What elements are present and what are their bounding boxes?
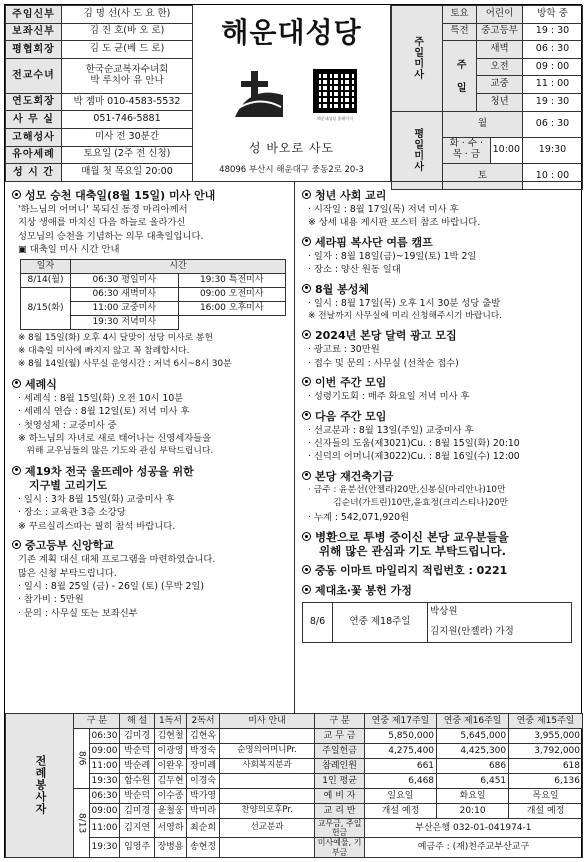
notice-title: 8월 봉성체 — [302, 283, 577, 297]
server-cell: 함수원 — [120, 774, 154, 789]
notice-line: · 일시 : 8월 17일(목) 오후 1시 30분 성당 출발 — [308, 297, 501, 309]
staff-table — [5, 5, 193, 182]
wk-time: 10:00 — [490, 137, 522, 163]
edu-day: 화요일 — [437, 789, 509, 804]
offering-date: 8/6 — [303, 603, 333, 643]
server-cell: 박순덕 — [120, 789, 154, 804]
sat-child-time: 방학 중 — [523, 6, 583, 24]
staff-label: 평협회장 — [6, 41, 62, 59]
notice-line: 성모님의 승천을 기념하는 의무 대축일입니다. — [18, 230, 204, 242]
server-cell — [219, 838, 314, 857]
edu-label: 교 리 반 — [315, 804, 365, 819]
circle-bullet-icon — [302, 411, 311, 420]
patron-saint: 성 바오로 사도 — [248, 141, 335, 155]
circle-bullet-icon — [302, 330, 311, 339]
finance-value: 5,645,000 — [437, 729, 509, 744]
staff-row — [6, 93, 193, 111]
notice-line: · 광고료 : 30만원 — [308, 344, 380, 356]
edu-day: 목요일 — [509, 789, 583, 804]
circle-bullet-icon — [302, 585, 311, 594]
sat-youth: 중고등부 — [477, 23, 523, 41]
server-cell: 김두현 — [154, 774, 187, 789]
edu-value: 개설 예정 — [364, 804, 436, 819]
notice-line: · 시작일 : 8월 17일(목) 저녁 미사 후 — [308, 204, 459, 215]
staff-value: 김 진 호(바 오 로) — [62, 23, 193, 41]
sunday-mass-label: 주일미사 — [392, 6, 443, 112]
bank-holder: 예금주 : (재)천주교부산교구 — [364, 838, 582, 857]
notice-line: · 세례식 연습 : 8월 12일(토) 저녁 미사 후 — [18, 406, 190, 418]
notice-line: ※ 대축일 미사에 빠지지 않고 꼭 참례합시다. — [18, 346, 190, 357]
notice-title: 세례식 — [12, 378, 288, 392]
finance-label: 1인 평균 — [315, 774, 365, 789]
server-cell: 임영주 — [120, 838, 154, 857]
notice-title: 본당 재건축기금 — [302, 470, 577, 484]
notice-line: · 금주 : 윤분선(안젤라)20만,신봉실(마리안나)10만 — [308, 484, 506, 495]
sched-empty — [178, 315, 286, 329]
servers-date: 8/13 — [74, 789, 89, 858]
server-cell: 박미라 — [187, 804, 220, 819]
staff-value: 토요일 (2주 전 신청) — [62, 146, 193, 164]
staff-row — [6, 58, 193, 93]
sun-mass-time: 11 : 00 — [523, 76, 583, 94]
sat-eve: 특전 — [443, 23, 477, 41]
server-cell: 06:30 — [89, 789, 120, 804]
sun-mass-name: 교중 — [477, 76, 523, 94]
server-cell: 11:00 — [89, 759, 120, 774]
sun-mass-time: 06 : 30 — [523, 41, 583, 59]
sched-time: 19:30 특전미사 — [178, 273, 286, 287]
staff-row — [6, 23, 193, 41]
server-cell: 최순희 — [187, 819, 220, 838]
server-cell: 11:00 — [89, 819, 120, 838]
wk-day: 월 — [443, 111, 523, 137]
sat-youth-time: 19 : 30 — [523, 23, 583, 41]
church-logo — [229, 65, 289, 121]
finance-value: 661 — [364, 759, 436, 774]
notice-line: · 일자 : 8월 18일(금)~19일(토) 1박 2일 — [308, 250, 477, 262]
sched-header: 시간 — [71, 259, 286, 273]
notice-line: · 일시 : 3차 8월 15일(화) 교중미사 후 — [18, 493, 175, 505]
notice-line: · 장소 : 교육관 3층 소강당 — [18, 507, 126, 519]
notice-line: ※ 8월 15일(화) 오후 4시 달맞이 성당 미사로 봉헌 — [18, 332, 213, 343]
server-cell: 박순례 — [120, 759, 154, 774]
offering-sunday: 연중 제18주일 — [333, 603, 428, 643]
server-cell: 김현철 — [154, 729, 187, 744]
servers-header: 해 설 — [120, 714, 154, 729]
circle-bullet-icon — [12, 190, 21, 199]
qr-code[interactable] — [313, 69, 357, 113]
church-address: 48096 부산시 해운대구 중동2로 20-3 — [219, 165, 364, 175]
finance-header: 연중 제16주일 — [437, 714, 509, 729]
staff-row — [6, 111, 193, 129]
server-cell: 찬양의모후Pr. — [219, 804, 314, 819]
notice-line: ▣ 대축일 미사 시간 안내 — [18, 244, 120, 256]
notice-line: 지상 생애를 마치신 다음 하늘로 올라가신 — [18, 217, 186, 229]
finance-label: 주일헌금 — [315, 744, 365, 759]
staff-label: 고해성사 — [6, 128, 62, 146]
server-cell: 09:00 — [89, 804, 120, 819]
sched-time: 16:00 오후미사 — [178, 301, 286, 315]
notice-line: · 문의 : 사무실 또는 보좌신부 — [18, 607, 138, 619]
notice-line: 김순녀(가트린)10만,윤효정(크리스티나)20만 — [308, 498, 509, 509]
sun-mass-name: 오전 — [477, 58, 523, 76]
notice-title: 제대초·꽃 봉헌 가정 — [302, 584, 577, 598]
wk-time: 19:30 — [523, 137, 583, 163]
sched-time: 06:30 평일미사 — [71, 273, 179, 287]
bulletin-page — [4, 4, 582, 858]
sat-day: 토요 — [443, 6, 477, 24]
staff-label: 사 무 실 — [6, 111, 62, 129]
notice-line: · 일시 : 8월 25일 (금) - 26일 (토) (무박 2일) — [18, 580, 205, 592]
server-cell: 사회복지분과 — [219, 759, 314, 774]
finance-label: 참례인원 — [315, 759, 365, 774]
notice-title-cont: 위해 많은 관심과 기도 부탁드립니다. — [319, 544, 507, 559]
staff-value: 미사 전 30분간 — [62, 128, 193, 146]
notice-title: 제19차 전국 울뜨레아 성공을 위한 — [12, 465, 288, 479]
server-cell: 이완우 — [154, 759, 187, 774]
edu-day: 일요일 — [364, 789, 436, 804]
server-cell: 윤철웅 — [154, 804, 187, 819]
circle-bullet-icon — [12, 466, 21, 475]
staff-value: 박 젬마 010-4583-5532 — [62, 93, 193, 111]
circle-bullet-icon — [12, 540, 21, 549]
sun-mass-time: 09 : 00 — [523, 58, 583, 76]
sched-date: 8/14(월) — [21, 273, 71, 287]
notice-title: 성모 승천 대축일(8월 15일) 미사 안내 — [12, 189, 288, 203]
notice-title: 청년 사회 교리 — [302, 189, 577, 203]
notice-title: 중동 이마트 마일리지 적립번호 : 0221 — [302, 564, 577, 578]
server-cell: 김미경 — [120, 729, 154, 744]
qr-caption: 해운대성당 홈페이지 — [316, 116, 354, 121]
wk-time: 10 : 00 — [523, 163, 583, 189]
server-cell: 09:00 — [89, 744, 120, 759]
staff-label: 연도회장 — [6, 93, 62, 111]
sched-header: 일자 — [21, 259, 71, 273]
wk-day: 화 · 수 · 목 · 금 — [443, 137, 491, 163]
ministry-finance-table — [5, 713, 583, 858]
notice-title: 병환으로 투병 중이신 본당 교우분들을 — [302, 530, 577, 544]
staff-value: 김 도 균(베 드 로) — [62, 41, 193, 59]
server-cell: 박정숙 — [187, 744, 220, 759]
bank-label: 미사예물, 기부금 — [315, 838, 365, 857]
sat-child: 어린이 — [477, 6, 523, 24]
wk-day: 토 — [443, 163, 523, 189]
server-cell — [219, 774, 314, 789]
notice-title: 이번 주간 모임 — [302, 376, 577, 390]
notice-line: · 첫영성체 : 교중미사 중 — [18, 419, 117, 431]
circle-bullet-icon — [302, 377, 311, 386]
servers-date: 8/6 — [74, 729, 89, 789]
staff-row — [6, 164, 193, 182]
server-cell: 선교분과 — [219, 819, 314, 838]
finance-value: 3,955,000 — [509, 729, 583, 744]
offering-family: 김지원(안젤라) 가정 — [428, 623, 572, 643]
left-notices — [5, 181, 295, 713]
servers-header: 2독서 — [187, 714, 220, 729]
bank-account: 부산은행 032-01-041974-1 — [364, 819, 582, 838]
feast-schedule-table — [20, 259, 286, 330]
finance-value: 4,425,300 — [437, 744, 509, 759]
edu-label: 예 비 자 — [315, 789, 365, 804]
sun-label: 주 일 — [443, 41, 477, 111]
finance-value: 6,136 — [509, 774, 583, 789]
offering-family: 박상원 — [428, 603, 572, 623]
notice-line: ※ 꾸르실리스따는 필히 참석 바랍니다. — [18, 520, 176, 532]
server-cell: 박순덕 — [120, 744, 154, 759]
notice-line: · 장소 : 양산 원동 일대 — [308, 264, 401, 276]
edu-value: 20:10 — [437, 804, 509, 819]
servers-header: 구 분 — [74, 714, 120, 729]
notice-title: 중고등부 신앙학교 — [12, 539, 288, 553]
staff-label: 성 시 간 — [6, 164, 62, 182]
notice-title: 세라핌 복사단 여름 캠프 — [302, 236, 577, 250]
notice-title: 2024년 본당 달력 광고 모집 — [302, 329, 577, 343]
notice-line: · 신자들의 도움(제3021)Cu. : 8월 15일(화) 20:10 — [308, 438, 520, 450]
staff-value: 매월 첫 목요일 20:00 — [62, 164, 193, 182]
sun-mass-time: 19 : 30 — [523, 93, 583, 111]
staff-value: 김 명 선(사 도 요 한) — [62, 6, 193, 24]
servers-label: 전례봉사자 — [6, 714, 74, 858]
notice-line: · 성령기도회 : 매주 화요일 저녁 미사 후 — [308, 391, 470, 403]
staff-row — [6, 41, 193, 59]
server-cell: 박가영 — [187, 789, 220, 804]
church-header — [193, 5, 391, 181]
notice-title: 다음 주간 모임 — [302, 410, 577, 424]
staff-row — [6, 6, 193, 24]
finance-value: 686 — [437, 759, 509, 774]
server-cell: 장미례 — [187, 759, 220, 774]
mass-schedule-table — [391, 5, 583, 190]
finance-value: 618 — [509, 759, 583, 774]
staff-label: 보좌신부 — [6, 23, 62, 41]
finance-label: 교 무 금 — [315, 729, 365, 744]
offering-table — [302, 602, 572, 643]
notice-line: 위해 교우님들의 많은 기도와 관심 부탁드립니다. — [18, 446, 214, 457]
sun-mass-name: 새벽 — [477, 41, 523, 59]
circle-bullet-icon — [302, 237, 311, 246]
server-cell: 이광영 — [154, 744, 187, 759]
finance-header: 연중 제17주일 — [364, 714, 436, 729]
notice-line: ※ 전날까지 사무실에 미리 신청해주시기 바랍니다. — [308, 311, 503, 322]
server-cell: 김현옥 — [187, 729, 220, 744]
server-cell: 순명의어머니Pr. — [219, 744, 314, 759]
sched-time: 06:30 새벽미사 — [71, 287, 179, 301]
notice-line: '하느님의 어머니' 복되신 동정 마리아께서 — [18, 204, 188, 215]
wk-time: 06 : 30 — [523, 111, 583, 137]
servers-header: 미사 안내 — [219, 714, 314, 729]
notice-line: · 접수 및 문의 : 사무실 (선착순 접수) — [308, 357, 459, 369]
right-notices — [295, 181, 583, 713]
finance-value: 6,468 — [364, 774, 436, 789]
finance-value: 3,792,000 — [509, 744, 583, 759]
notice-line: · 참가비 : 5만원 — [18, 594, 84, 606]
weekday-mass-label: 평일미사 — [392, 111, 443, 189]
notice-line: ※ 8월 14일(월) 사무실 운영시간 : 저녁 6시~8시 30분 — [18, 359, 232, 370]
sched-time: 11:00 교중미사 — [71, 301, 179, 315]
finance-value: 4,275,400 — [364, 744, 436, 759]
notice-line: 기존 계획 대신 대체 프로그램을 마련하였습니다. — [18, 554, 216, 566]
server-cell: 이수종 — [154, 789, 187, 804]
server-cell: 19:30 — [89, 838, 120, 857]
server-cell: 장병용 — [154, 838, 187, 857]
staff-value: 한국순교복자수녀회 박 루치아 유 안나 — [62, 58, 193, 93]
sched-time: 19:30 저녁미사 — [71, 315, 179, 329]
server-cell — [219, 789, 314, 804]
server-cell: 19:30 — [89, 774, 120, 789]
staff-row — [6, 146, 193, 164]
notice-title-cont: 지구별 고리기도 — [29, 478, 108, 492]
circle-bullet-icon — [302, 565, 311, 574]
server-cell: 송현정 — [187, 838, 220, 857]
sched-date: 8/15(화) — [21, 287, 71, 329]
finance-value: 5,850,000 — [364, 729, 436, 744]
server-cell: 06:30 — [89, 729, 120, 744]
notice-line: · 선교분과 : 8월 13일(주일) 교중미사 후 — [308, 424, 474, 436]
staff-label: 전교수녀 — [6, 58, 62, 93]
circle-bullet-icon — [12, 379, 21, 388]
sched-time: 09:00 오전미사 — [178, 287, 286, 301]
staff-label: 주임신부 — [6, 6, 62, 24]
circle-bullet-icon — [302, 532, 311, 541]
finance-header: 연중 제15주일 — [509, 714, 583, 729]
notice-line: · 누계 : 542,071,920원 — [308, 511, 410, 523]
staff-value: 051-746-5881 — [62, 111, 193, 129]
edu-value: 개설 예정 — [509, 804, 583, 819]
finance-value: 6,451 — [437, 774, 509, 789]
notice-line: ※ 상세 내용 게시판 포스터 참조 바랍니다. — [308, 217, 481, 229]
servers-header: 1독서 — [154, 714, 187, 729]
notice-line: · 세례식 : 8월 15일(화) 오전 10시 10분 — [18, 392, 184, 404]
finance-header: 구 분 — [315, 714, 365, 729]
notice-line: · 신덕의 어머니(제3022)Cu. : 8월 16일(수) 12:00 — [308, 451, 520, 463]
notice-line: 많은 신청 부탁드립니다. — [18, 567, 117, 579]
circle-bullet-icon — [302, 190, 311, 199]
server-cell: 김지연 — [120, 819, 154, 838]
server-cell: 김미경 — [120, 804, 154, 819]
server-cell: 이경숙 — [187, 774, 220, 789]
circle-bullet-icon — [302, 471, 311, 480]
notice-line: ※ 하느님의 자녀로 새로 태어나는 신영세자들을 — [18, 433, 212, 445]
circle-bullet-icon — [302, 284, 311, 293]
bank-label: 교무금, 주일헌금 — [315, 819, 365, 838]
staff-row — [6, 128, 193, 146]
server-cell: 서영하 — [154, 819, 187, 838]
church-title: 해운대성당 — [221, 16, 362, 49]
server-cell — [219, 729, 314, 744]
staff-label: 유아세례 — [6, 146, 62, 164]
sun-mass-name: 청년 — [477, 93, 523, 111]
